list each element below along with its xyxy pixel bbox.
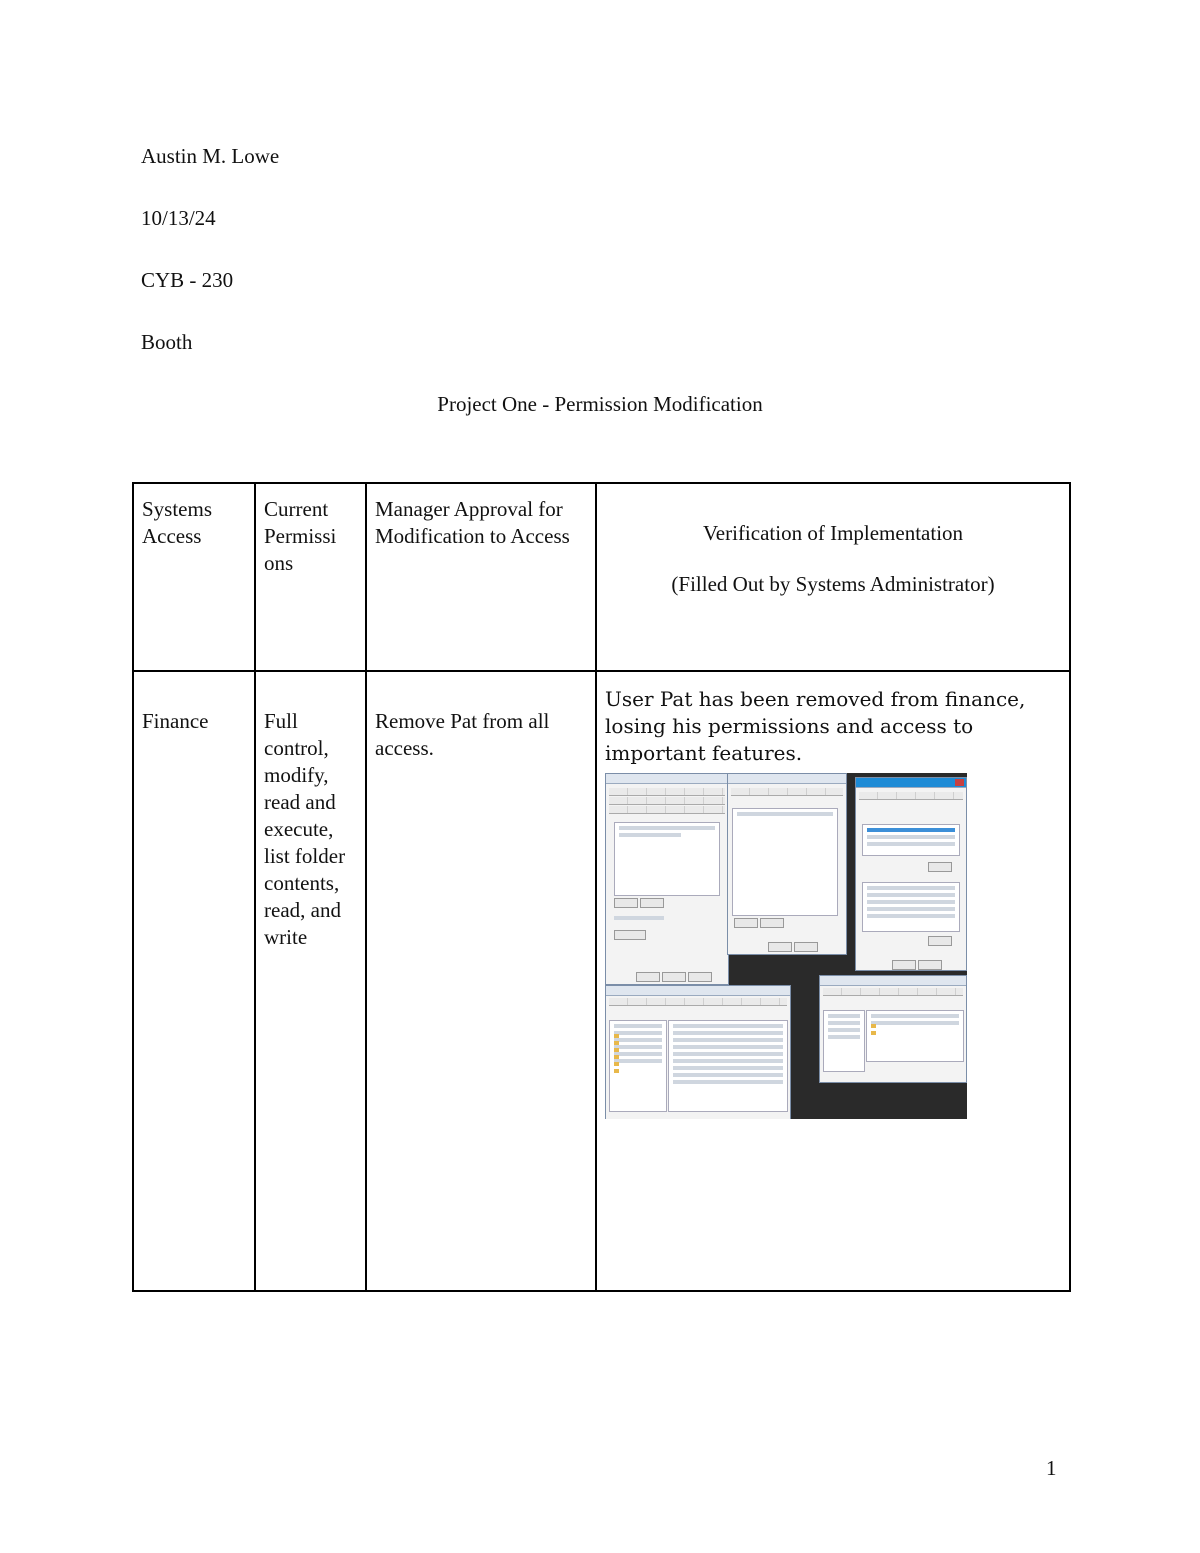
active-directory-window — [605, 985, 791, 1119]
submission-date: 10/13/24 — [141, 206, 216, 230]
instructor-name: Booth — [141, 330, 193, 354]
cell-verification — [596, 671, 1070, 1291]
author-name: Austin M. Lowe — [141, 144, 280, 168]
user-properties-window — [605, 773, 729, 985]
header-verification-note: (Filled Out by Systems Administrator) — [671, 572, 995, 596]
table-row — [133, 671, 1070, 1291]
permission-table — [132, 482, 1071, 1292]
cell-manager-approval: Remove Pat from all access. — [366, 671, 596, 1291]
document-title: Project One - Permission Modification — [437, 392, 763, 416]
verification-screenshot — [605, 773, 967, 1119]
page-number: 1 — [1046, 1456, 1057, 1480]
header-verification — [596, 483, 1070, 671]
header-verification-title: Verification of Implementation — [702, 521, 964, 545]
finance-properties-window — [727, 773, 847, 955]
header-systems-access: Systems Access — [133, 483, 255, 671]
course-code: CYB - 230 — [141, 268, 234, 292]
file-explorer-window — [819, 975, 967, 1083]
header-current-permissions: Current Permissi ons — [255, 483, 366, 671]
security-window — [855, 777, 967, 971]
header-manager-approval: Manager Approval for Modification to Access — [366, 483, 596, 671]
table-header-row — [133, 483, 1070, 671]
cell-systems-access: Finance — [133, 671, 255, 1291]
verification-text: User Pat has been removed from finance, losing his permissions and access to important features. — [605, 687, 1026, 765]
cell-current-permissions: Full control, modify, read and execute, list folder contents, read, and write — [255, 671, 366, 1291]
